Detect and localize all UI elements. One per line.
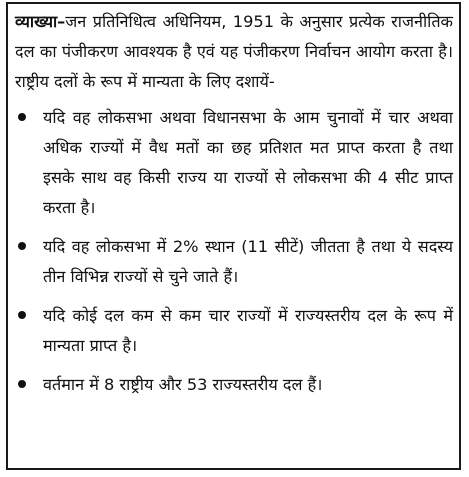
list-item: [15, 370, 453, 400]
list-item-text: यदि वह लोकसभा में 2% स्थान (11 सीटें) जीतता है तथा ये सदस्य तीन विभिन्न राज्यों से चुने जाते हैं।: [43, 237, 453, 286]
list-item: [15, 103, 453, 223]
explanation-label: व्याख्या–: [15, 12, 66, 31]
list-item-text: यदि वह लोकसभा अथवा विधानसभा के आम चुनावों में चार अथवा अधिक राज्यों में वैध मतों का छह प्रतिशत मत प्राप्त करता है तथा इसके साथ वह किसी राज्य या राज्यों से लोकसभा की 4 सीट प्राप्त करता है।: [43, 108, 453, 217]
list-item: [15, 232, 453, 292]
list-item-text: यदि कोई दल कम से कम चार राज्यों में राज्यस्तरीय दल के रूप में मान्यता प्राप्त है।: [43, 306, 453, 355]
bullet-icon: [18, 242, 26, 250]
bullet-icon: [18, 380, 26, 388]
list-item: [15, 301, 453, 361]
list-item-text: वर्तमान में 8 राष्ट्रीय और 53 राज्यस्तरीय दल हैं।: [43, 375, 323, 394]
intro-text: जन प्रतिनिधित्व अधिनियम, 1951 के अनुसार प्रत्येक राजनीतिक दल का पंजीकरण आवश्यक है एवं यह पंजीकरण निर्वाचन आयोग करता है। राष्ट्रीय दलों के रूप में मान्यता के लिए दशायें-: [15, 12, 453, 91]
bullet-icon: [18, 113, 26, 121]
bullet-icon: [18, 311, 26, 319]
conditions-list: [15, 103, 453, 400]
explanation-box: [6, 2, 461, 470]
intro-paragraph: [15, 7, 453, 97]
